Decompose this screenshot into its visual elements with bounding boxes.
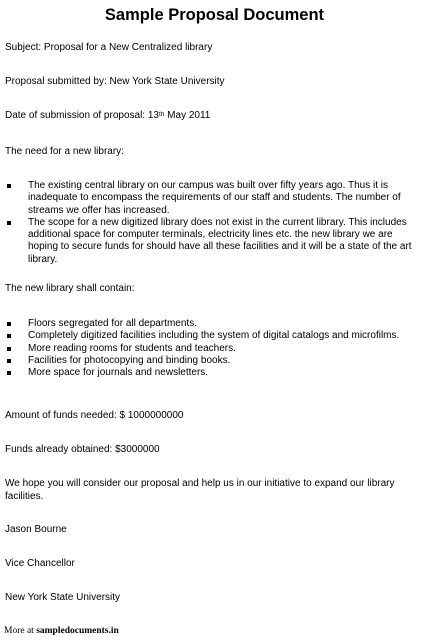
submission-date-line <box>5 110 420 123</box>
list-item <box>5 180 420 217</box>
signatory-title: Vice Chancellor <box>5 558 75 569</box>
need-list <box>5 180 420 266</box>
list-item <box>5 318 420 330</box>
list-item-text: Facilities for photocopying and binding books. <box>28 354 231 366</box>
list-item <box>5 217 420 266</box>
submission-date-prefix: Date of submission of proposal: 13 <box>5 110 159 121</box>
list-item-text: More reading rooms for students and teachers. <box>28 342 236 354</box>
list-item <box>5 355 420 367</box>
bullet-icon <box>7 184 11 188</box>
footer-prefix: More at <box>4 626 37 636</box>
funds-obtained-line: Funds already obtained: $3000000 <box>5 444 160 455</box>
submission-date-suffix: May 2011 <box>164 110 211 121</box>
list-item-text: The scope for a new digitized library does not exist in the current library. This includes additional space for computer terminals, electricity lines etc. the new library we are hoping to secure funds for should have all these facilities and it will be a state of the art library. <box>28 216 412 265</box>
footer-site-link[interactable]: sampledocuments.in <box>36 626 119 636</box>
bullet-icon <box>7 359 11 363</box>
submission-date-ordinal: th <box>158 111 165 118</box>
submitted-by-line: Proposal submitted by: New York State University <box>5 76 225 87</box>
list-item-text: Floors segregated for all departments. <box>28 318 197 329</box>
bullet-icon <box>7 221 11 225</box>
list-item-text: More space for journals and newsletters. <box>28 367 209 379</box>
list-item <box>5 343 420 355</box>
bullet-icon <box>7 322 11 326</box>
funds-needed-line: Amount of funds needed: $ 1000000000 <box>5 410 184 421</box>
need-heading: The need for a new library: <box>5 146 124 157</box>
subject-line: Subject: Proposal for a New Centralized library <box>5 42 213 53</box>
closing-paragraph: We hope you will consider our proposal and help us in our initiative to expand our library facilities. <box>5 478 395 502</box>
footer-credit <box>4 626 119 637</box>
signatory-name: Jason Bourne <box>5 524 67 535</box>
list-item <box>5 367 420 379</box>
bullet-icon <box>7 371 11 375</box>
list-item-text: Completely digitized facilities including the system of digital catalogs and microfilms. <box>28 330 400 342</box>
contain-list <box>5 318 420 379</box>
bullet-icon <box>7 347 11 351</box>
list-item <box>5 330 420 342</box>
bullet-icon <box>7 334 11 338</box>
signatory-organization: New York State University <box>5 592 121 603</box>
document-title: Sample Proposal Document <box>104 6 325 24</box>
list-item-text: The existing central library on our campus was built over fifty years ago. Thus it is inadequate to encompass the requirements of our staff and students. The number of streams we offer has increased. <box>28 180 401 216</box>
contain-heading: The new library shall contain: <box>5 283 135 294</box>
